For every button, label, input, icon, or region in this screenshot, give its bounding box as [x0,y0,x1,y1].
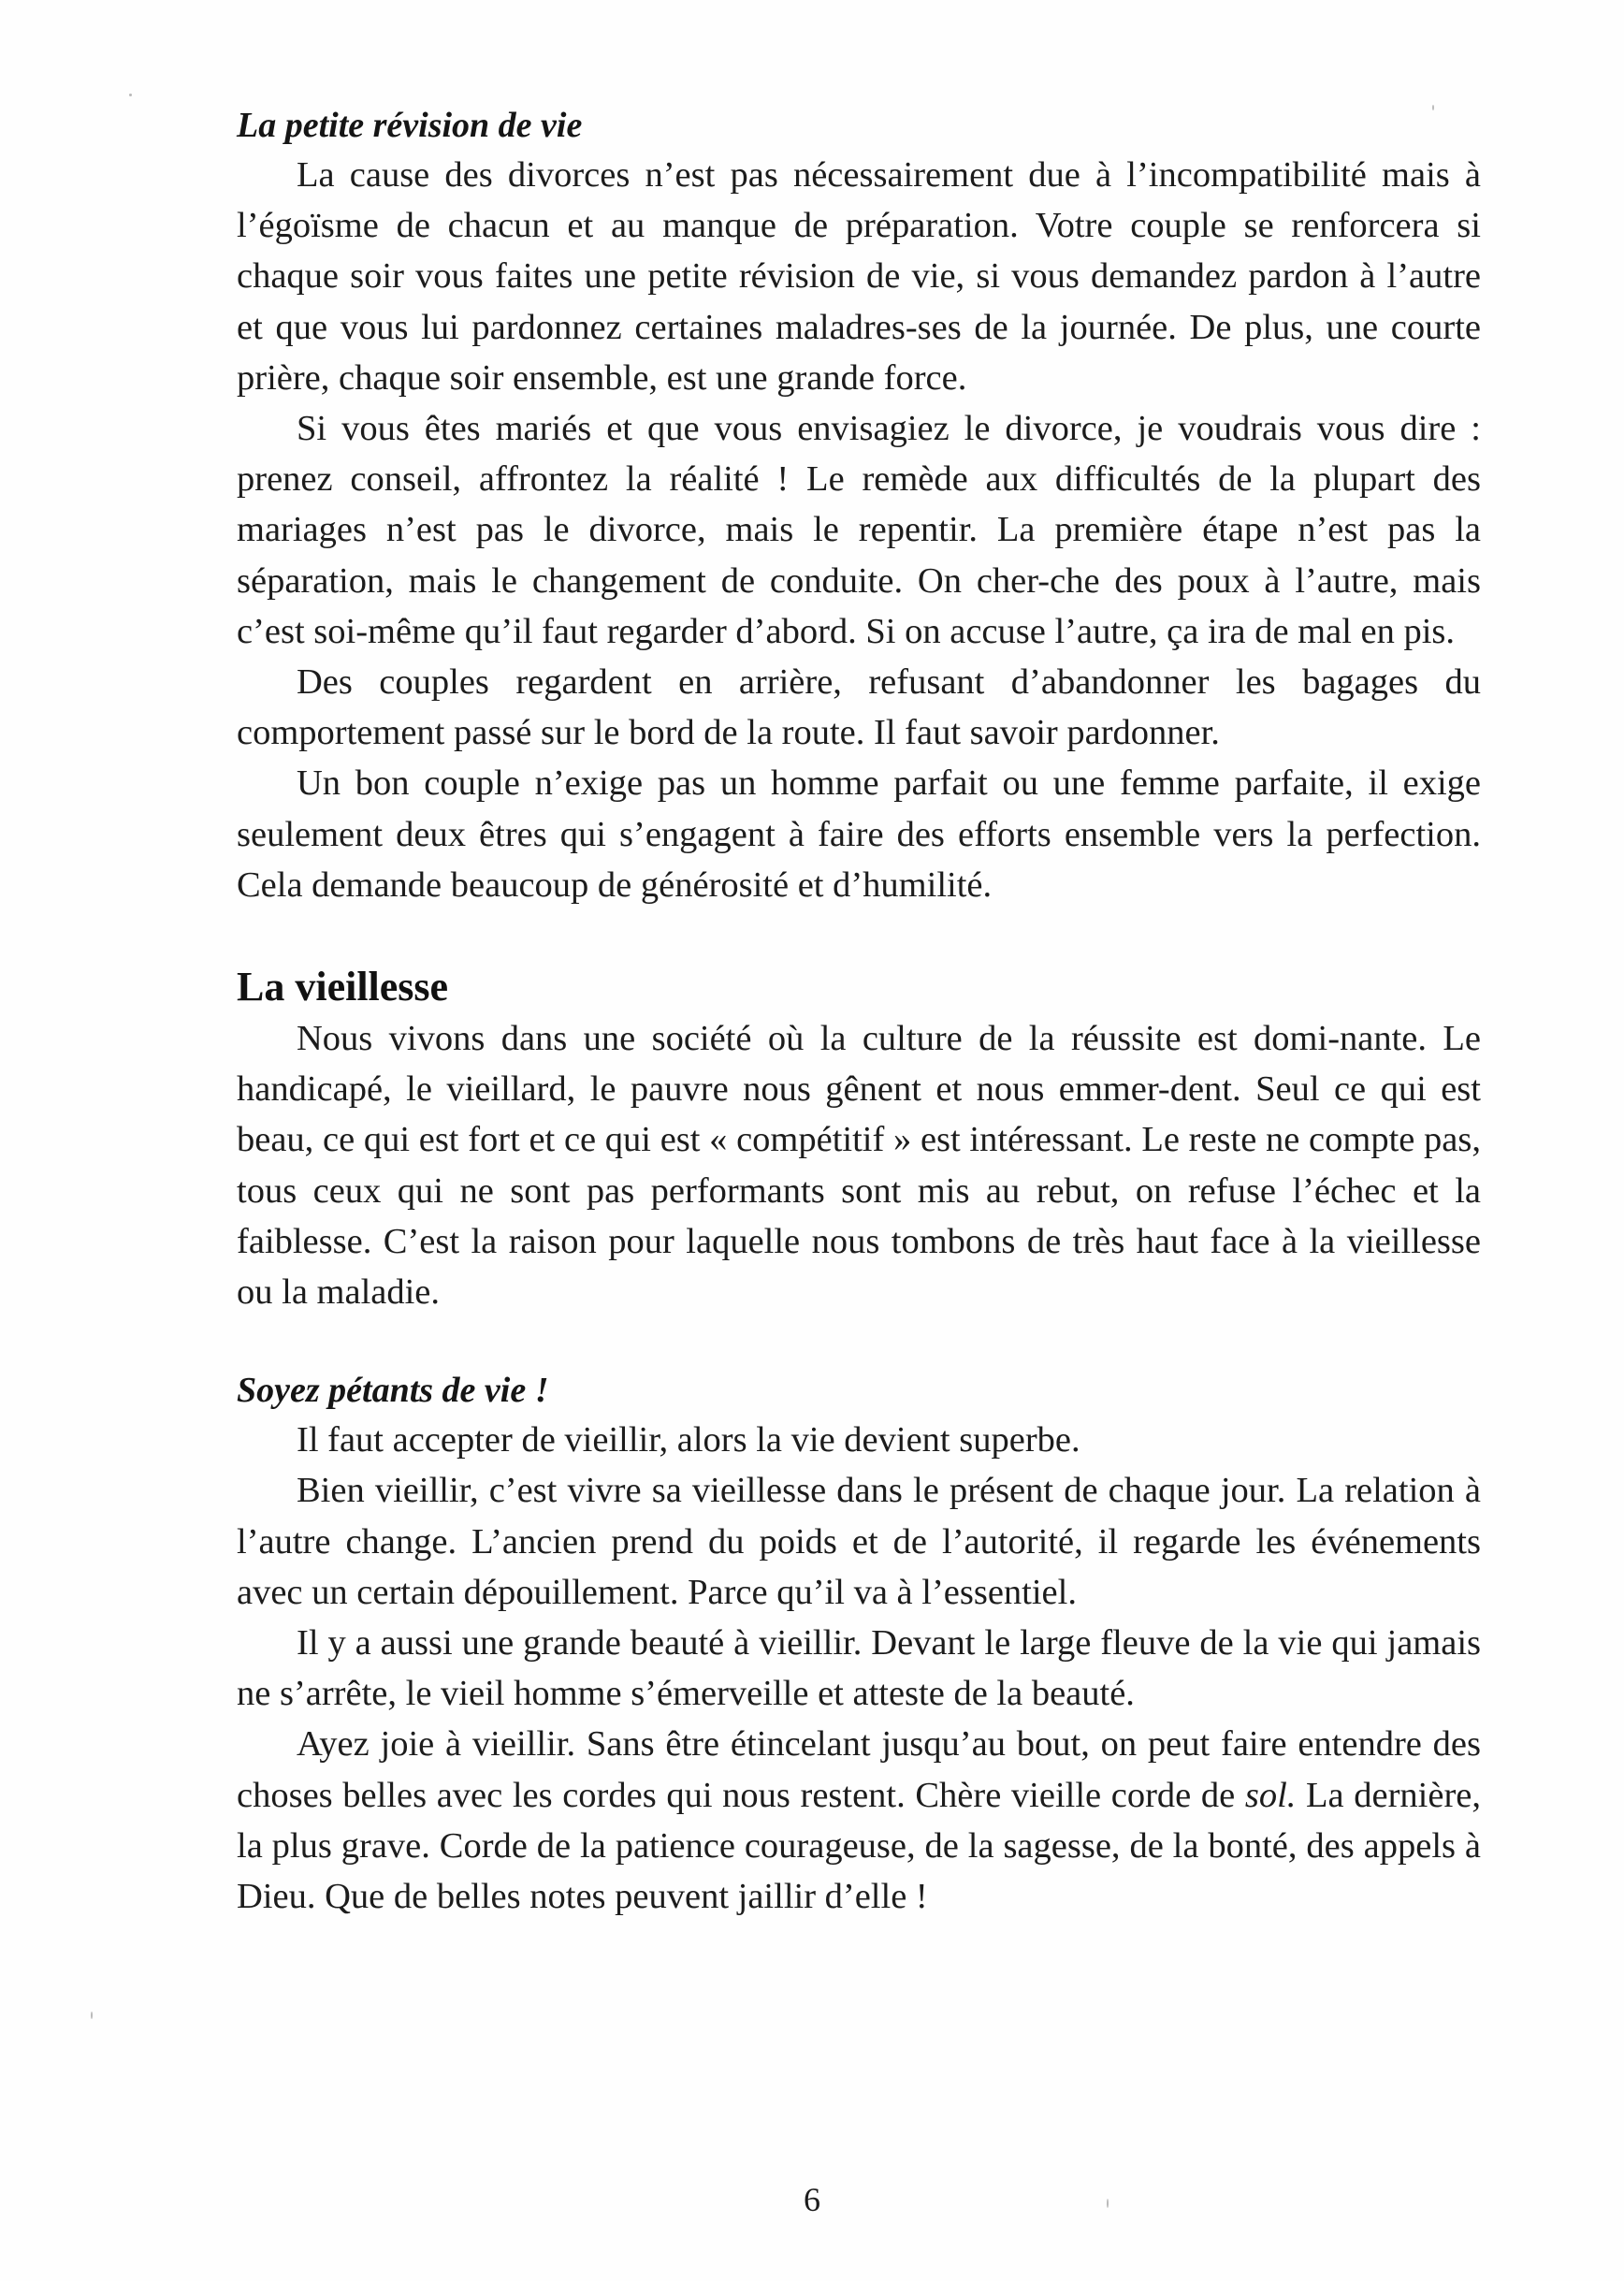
paragraph: Bien vieillir, c’est vivre sa vieillesse dans le présent de chaque jour. La relation à l’autre change. L’ancien prend du poids et de l’autorité, il regarde les événements avec un certain dépouillement. Parce qu’il va à l’essentiel. [237,1471,1481,1612]
section-spacer [237,1317,1481,1366]
scan-speck [1107,2199,1109,2208]
paragraph: Il y a aussi une grande beauté à vieillir. Devant le large fleuve de la vie qui jamais ne s’arrête, le vieil homme s’émerveille et atteste de la beauté. [237,1623,1481,1714]
paragraph: Un bon couple n’exige pas un homme parfait ou une femme parfaite, il exige seulement deux êtres qui s’engagent à faire des efforts ensemble vers la perfection. Cela demande beaucoup de générosité et d’humilité. [237,763,1481,905]
subheading-petite-revision: La petite révision de vie [237,106,583,145]
paragraph: Des couples regardent en arrière, refusant d’abandonner les bagages du comportement passé sur le bord de la route. Il faut savoir pardonner. [237,662,1481,753]
scan-speck [91,2012,93,2019]
scan-speck [1432,105,1434,110]
text-column [237,101,1481,1922]
paragraph: Si vous êtes mariés et que vous envisagiez le divorce, je voudrais vous dire : prenez conseil, affrontez la réalité ! Le remède aux difficultés de la plupart des mariages n’est pas le divorce, mais le repentir. La première étape n’est pas la séparation, mais le changement de conduite. On cher-che des poux à l’autre, mais c’est soi-même qu’il faut regarder d’abord. Si on accuse l’autre, ça ira de mal en pis. [237,409,1481,651]
italic-word-sol: sol. [1244,1775,1297,1815]
paragraph: Il faut accepter de vieillir, alors la vie devient superbe. [297,1420,1080,1460]
text-run: Ayez joie à vieillir. Sans être étincelant jusqu’au bout, on peut faire entendre des choses belles avec les cordes qui nous restent. Chère vieille corde de [237,1724,1481,1815]
page-number: 6 [804,2181,820,2218]
subheading-soyez-petants: Soyez pétants de vie ! [237,1371,549,1411]
section-title-vieillesse: La vieillesse [237,964,449,1010]
scan-speck [129,94,132,96]
paragraph: Nous vivons dans une société où la culture de la réussite est domi-nante. Le handicapé, le vieillard, le pauvre nous gênent et nous emmer-dent. Seul ce qui est beau, ce qui est fort et ce qui est « compétitif » est intéressant. Le reste ne compte pas, tous ceux qui ne sont pas performants sont mis au rebut, on refuse l’échec et la faiblesse. C’est la raison pour laquelle nous tombons de très haut face à la vieillesse ou la maladie. [237,1019,1481,1313]
section-spacer [237,910,1481,961]
text-run: La dernière, la plus grave. Corde de la patience courageuse, de la sagesse, de la bonté, des appels à Dieu. Que de belles notes peuvent jaillir d’elle ! [237,1775,1481,1917]
paragraph: La cause des divorces n’est pas nécessairement due à l’incompatibilité mais à l’égoïsme de chacun et au manque de préparation. Votre couple se renforcera si chaque soir vous faites une petite révision de vie, si vous demandez pardon à l’autre et que vous lui pardonnez certaines maladres-ses de la journée. De plus, une courte prière, chaque soir ensemble, est une grande force. [237,155,1481,398]
paragraph-last [237,1719,1481,1922]
